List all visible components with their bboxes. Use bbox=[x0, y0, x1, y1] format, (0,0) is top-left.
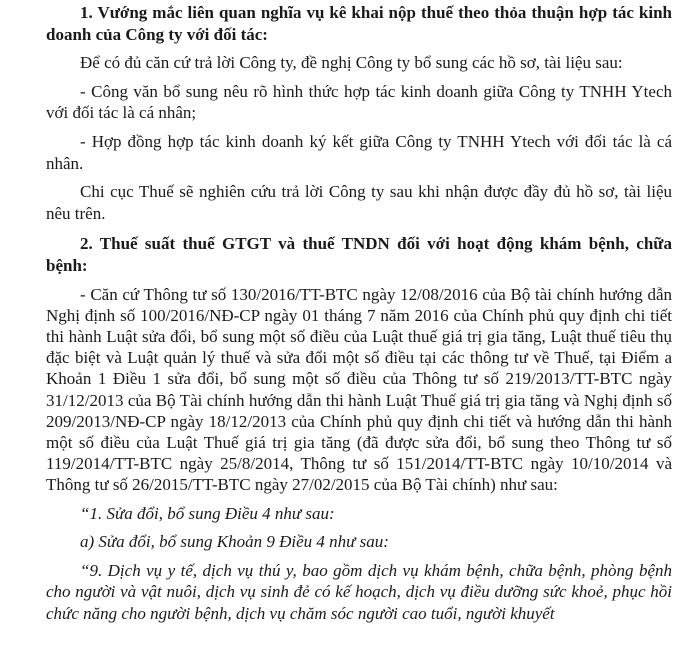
section-1-item-2: - Hợp đồng hợp tác kinh doanh ký kết giữa Công ty TNHH Ytech với đối tác là cá nhân. bbox=[46, 131, 672, 173]
section-1-intro: Để có đủ căn cứ trả lời Công ty, đề nghị Công ty bổ sung các hồ sơ, tài liệu sau: bbox=[80, 53, 623, 73]
document-page bbox=[46, 2, 672, 625]
quote-line-2: a) Sửa đổi, bổ sung Khoản 9 Điều 4 như sau: bbox=[80, 532, 389, 552]
quote-line-3: “9. Dịch vụ y tế, dịch vụ thú y, bao gồm dịch vụ khám bệnh, chữa bệnh, phòng bệnh cho người và vật nuôi, dịch vụ sinh đẻ có kế hoạch, dịch vụ điều dưỡng sức khoẻ, phục hồi chức năng cho người bệnh, dịch vụ chăm sóc người cao tuổi, người khuyết bbox=[46, 560, 672, 623]
quote-line-1: “1. Sửa đổi, bổ sung Điều 4 như sau: bbox=[80, 503, 335, 523]
section-1-closing: Chi cục Thuế sẽ nghiên cứu trả lời Công ty sau khi nhận được đầy đủ hồ sơ, tài liệu nêu trên. bbox=[46, 182, 672, 223]
section-1-item-1: - Công văn bổ sung nêu rõ hình thức hợp tác kinh doanh giữa Công ty TNHH Ytech với đối tác là cá nhân; bbox=[46, 81, 672, 123]
section-2-body: - Căn cứ Thông tư số 130/2016/TT-BTC ngày 12/08/2016 của Bộ tài chính hướng dẫn Nghị định số 100/2016/NĐ-CP ngày 01 tháng 7 năm 2016 của Chính phủ quy định chi tiết thi hành Luật sửa đổi, bổ sung một số điều của Luật thuế giá trị gia tăng, Luật thuế tiêu thụ đặc biệt và Luật quản lý thuế và sửa đổi một số điều tại các thông tư về Thuế, tại Điểm a Khoản 1 Điều 1 sửa đổi, bổ sung một số điều của Thông tư số 219/2013/TT-BTC ngày 31/12/2013 của Bộ Tài chính hướng dẫn thi hành Luật Thuế giá trị gia tăng và Nghị định số 209/2013/NĐ-CP ngày 18/12/2013 của Chính phủ quy định chi tiết và hướng dẫn thi hành một số điều của Luật Thuế giá trị gia tăng (đã được sửa đổi, bổ sung theo Thông tư số 119/2014/TT-BTC ngày 25/8/2014, Thông tư số 151/2014/TT-BTC ngày 10/10/2014 và Thông tư số 26/2015/TT-BTC ngày 27/02/2015 của Bộ Tài chính) như sau: bbox=[46, 284, 672, 495]
section-2-heading: 2. Thuế suất thuế GTGT và thuế TNDN đối với hoạt động khám bệnh, chữa bệnh: bbox=[46, 234, 672, 275]
section-1-heading: 1. Vướng mắc liên quan nghĩa vụ kê khai nộp thuế theo thỏa thuận hợp tác kinh doanh của Công ty với đối tác: bbox=[46, 3, 672, 44]
